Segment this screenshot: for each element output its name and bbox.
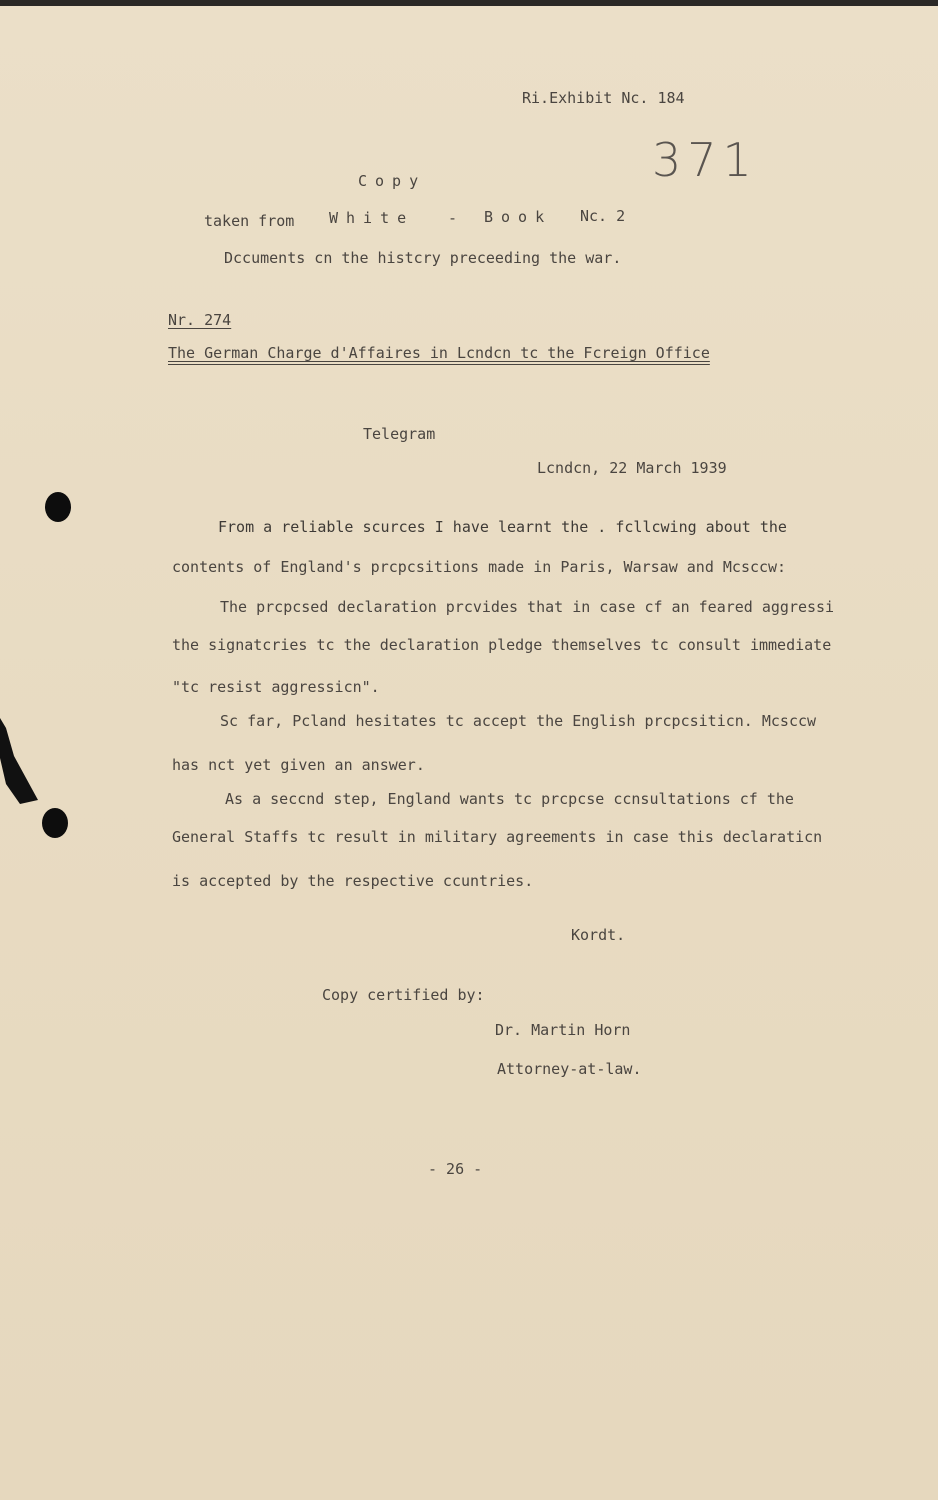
body-line-5: "tc resist aggressicn".	[172, 678, 380, 696]
body-line-9: General Staffs tc result in military agreements in case this declaraticn	[172, 828, 823, 846]
place-and-date: Lcndcn, 22 March 1939	[537, 459, 727, 477]
body-line-1: From a reliable scurces I have learnt the . fcllcwing about the	[218, 518, 787, 536]
title-dash: -	[448, 209, 458, 227]
taken-from-label: taken from	[204, 212, 295, 230]
body-line-10: is accepted by the respective ccuntries.	[172, 872, 534, 890]
documents-subtitle: Dccuments cn the histcry preceeding the war.	[224, 249, 622, 267]
page-number: - 26 -	[428, 1160, 483, 1178]
telegram-label: Telegram	[363, 425, 436, 443]
document-number: Nr. 274	[168, 311, 232, 329]
book-number: Nc. 2	[580, 207, 626, 225]
body-line-8: As a seccnd step, England wants tc prcpcse ccnsultations cf the	[225, 790, 794, 808]
body-line-2: contents of England's prcpcsitions made in Paris, Warsaw and Mcsccw:	[172, 558, 787, 576]
certifier-name: Dr. Martin Horn	[495, 1021, 631, 1039]
body-line-6: Sc far, Pcland hesitates tc accept the English prcpcsiticn. Mcsccw	[220, 712, 817, 730]
scan-edge	[0, 0, 938, 6]
body-line-4: the signatcries tc the declaration pledge themselves tc consult immediate	[172, 636, 832, 654]
document-heading: The German Charge d'Affaires in Lcndcn tc the Fcreign Office	[168, 344, 710, 362]
handwritten-page-number: 371	[652, 133, 758, 187]
copy-label: Copy	[358, 172, 427, 190]
certifier-title: Attorney-at-law.	[497, 1060, 642, 1078]
body-line-3: The prcpcsed declaration prcvides that in case cf an feared aggressi	[220, 598, 835, 616]
punch-hole-bottom	[42, 808, 68, 838]
white-label: White	[329, 209, 415, 227]
signer-name: Kordt.	[571, 926, 626, 944]
body-line-7: has nct yet given an answer.	[172, 756, 425, 774]
paper-clip-mark	[0, 718, 40, 808]
exhibit-number: Ri.Exhibit Nc. 184	[522, 89, 685, 107]
book-label: Book	[484, 208, 553, 226]
certified-by-label: Copy certified by:	[322, 986, 485, 1004]
punch-hole-top	[45, 492, 71, 522]
